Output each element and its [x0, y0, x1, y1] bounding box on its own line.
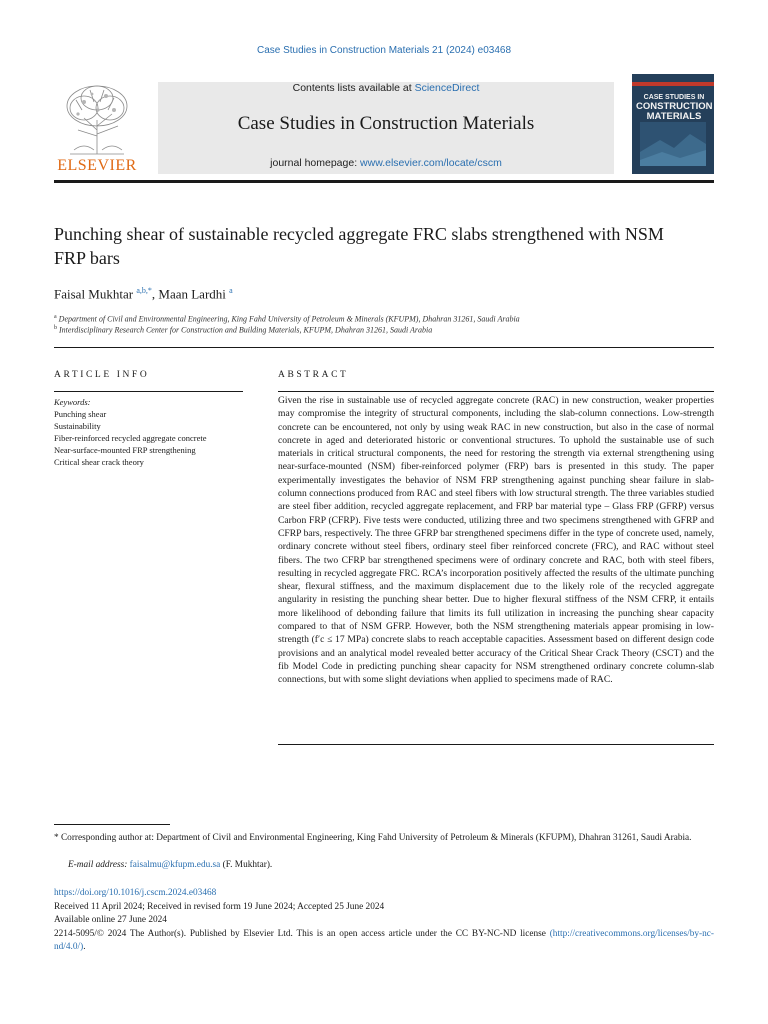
abstract-heading: ABSTRACT [278, 370, 349, 380]
sciencedirect-link[interactable]: ScienceDirect [414, 82, 480, 94]
email-line [54, 860, 272, 870]
affiliation [54, 325, 714, 335]
cover-art [640, 122, 706, 166]
journal-citation[interactable]: Case Studies in Construction Materials 21 (2024) e03468 [256, 45, 512, 56]
keywords-label: Keywords: [54, 397, 91, 407]
affiliation-text: Department of Civil and Environmental Engineering, King Fahd University of Petroleum & Minerals (KFUPM), Dhahran 31261, Saudi Arabia [58, 314, 520, 324]
cover-title-line2: CONSTRUCTION MATERIALS [636, 100, 713, 123]
corresponding-author-note: * Corresponding author at: Department of Civil and Environmental Engineering, King Fahd University of Petroleum & Minerals (KFUPM), Dhahran 31261, Saudi Arabia. [54, 833, 692, 843]
license-link[interactable]: (http://creativecommons.org/licenses/by-nc-nd/4.0/) [54, 929, 714, 952]
journal-homepage-link[interactable]: www.elsevier.com/locate/cscm [360, 157, 502, 169]
affiliation [54, 314, 714, 324]
available-online-date: Available online 27 June 2024 [54, 915, 167, 925]
journal-title: Case Studies in Construction Materials [237, 113, 535, 134]
received-dates: Received 11 April 2024; Received in revised form 19 June 2024; Accepted 25 June 2024 [54, 902, 385, 912]
journal-cover-image[interactable] [632, 74, 714, 174]
article-info-heading: ARTICLE INFO [54, 370, 150, 380]
contents-prefix: Contents lists available at [292, 82, 415, 94]
homepage-prefix: journal homepage: [270, 157, 361, 169]
author-affiliation-marks[interactable]: a,b,* [136, 286, 152, 295]
article-info-divider [54, 391, 243, 392]
author-email-link[interactable]: faisalmu@kfupm.edu.sa [129, 860, 221, 870]
abstract-text: Given the rise in sustainable use of recycled aggregate concrete (RAC) in new construction, weaker properties may compromise the integrity of structural components, including the slab-column connections. Low-strength concrete can be encountered, not only by using weak RAC in new construction, but also in the case of normal concrete in aged and deteriorated historic or conventional structures. To uphold the sustainable use of such materials in critical structural components, the need for restoring the strength via external strengthening using near-surface-mounted (NSM) fiber-reinforced polymer (FRP) bars is presented in this study. The paper experimentally investigates the behavior of NSM FRP strengthening against punching shear failure in slab-column connections produced from RAC and steel fibers with low structural strength. The three variables studied are steel fiber addition, recycled aggregate replacement, and FRP bar material type – Glass FRP (GFRP) versus Carbon FRP (CFRP). Five tests were conducted, utilizing three and two specimens strengthened with GFRP and CFRP bars, respectively. The three GFRP bar strengthened specimens differ in the type of concrete used, namely, ordinary concrete without steel fibers, ordinary steel fiber reinforced concrete (FRC), and RAC without steel fibers. The two CFRP bar strengthened specimens were of ordinary concrete and RAC, both with steel fibers, resulting in recycled aggregate FRC. RCA’s incorporation positively affected the results of the ultimate punching shear, flexural stiffness, and the maximum displacement due to the likely role of the recycled aggregate angularity in resisting the punching shear better. Due to higher flexural stiffness of the NSM CFRP, it entails more likelihood of debonding failure that limits its full utilization in increasing the punching shear capacity compared to that of NSM GFRP. However, both the NSM strengthening materials appear promising in low-strength (f′c ≤ 17 MPa) concrete slabs to reach acceptable capacities. Assessment based on different design code provisions and an analytical model revealed better accuracy of the Critical Shear Crack Theory (CSCT) and the fib Model Code in predicting punching shear capacity for NSM strengthened ordinary concrete column-slab connections, but with some slight deviations when applied to specimens made of RAC. [278, 395, 714, 686]
license-end: . [83, 942, 86, 952]
affiliation-mark: a [54, 314, 57, 320]
doi-link[interactable]: https://doi.org/10.1016/j.cscm.2024.e03468 [54, 888, 217, 898]
author-list [54, 286, 233, 302]
cover-title-line1: CASE STUDIES IN [643, 94, 705, 101]
author-name: Faisal Mukhtar [54, 286, 134, 302]
affiliation-text: Interdisciplinary Research Center for Construction and Building Materials, KFUPM, Dhahran 31261, Saudi Arabia [59, 325, 433, 335]
cover-title [636, 94, 712, 123]
keywords-block [54, 396, 244, 468]
keyword: Sustainability [54, 421, 101, 431]
homepage-line [158, 157, 614, 169]
keyword: Fiber-reinforced recycled aggregate concrete [54, 433, 207, 443]
footnote-divider [54, 824, 170, 825]
contents-line [158, 82, 614, 94]
publisher-wordmark: ELSEVIER [57, 157, 137, 174]
article-title: Punching shear of sustainable recycled aggregate FRC slabs strengthened with NSM FRP bars [54, 224, 664, 268]
email-label: E-mail address: [68, 860, 128, 870]
header-divider [54, 180, 714, 183]
affiliation-mark: b [54, 325, 57, 331]
author-affiliation-marks[interactable]: a [229, 286, 233, 295]
abstract-end-divider [278, 744, 714, 745]
keyword: Near-surface-mounted FRP strengthening [54, 445, 196, 455]
author-name: Maan Lardhi [158, 286, 226, 302]
cover-stripe [632, 82, 714, 86]
author-separator: , [151, 286, 159, 302]
license-statement [54, 928, 714, 954]
section-divider [54, 347, 714, 348]
keyword: Critical shear crack theory [54, 457, 144, 467]
email-suffix: (F. Mukhtar). [220, 860, 273, 870]
abstract-divider [278, 391, 714, 392]
license-text: 2214-5095/© 2024 The Author(s). Published by Elsevier Ltd. This is an open access article under the CC BY-NC-ND license [54, 929, 546, 939]
keyword: Punching shear [54, 409, 107, 419]
